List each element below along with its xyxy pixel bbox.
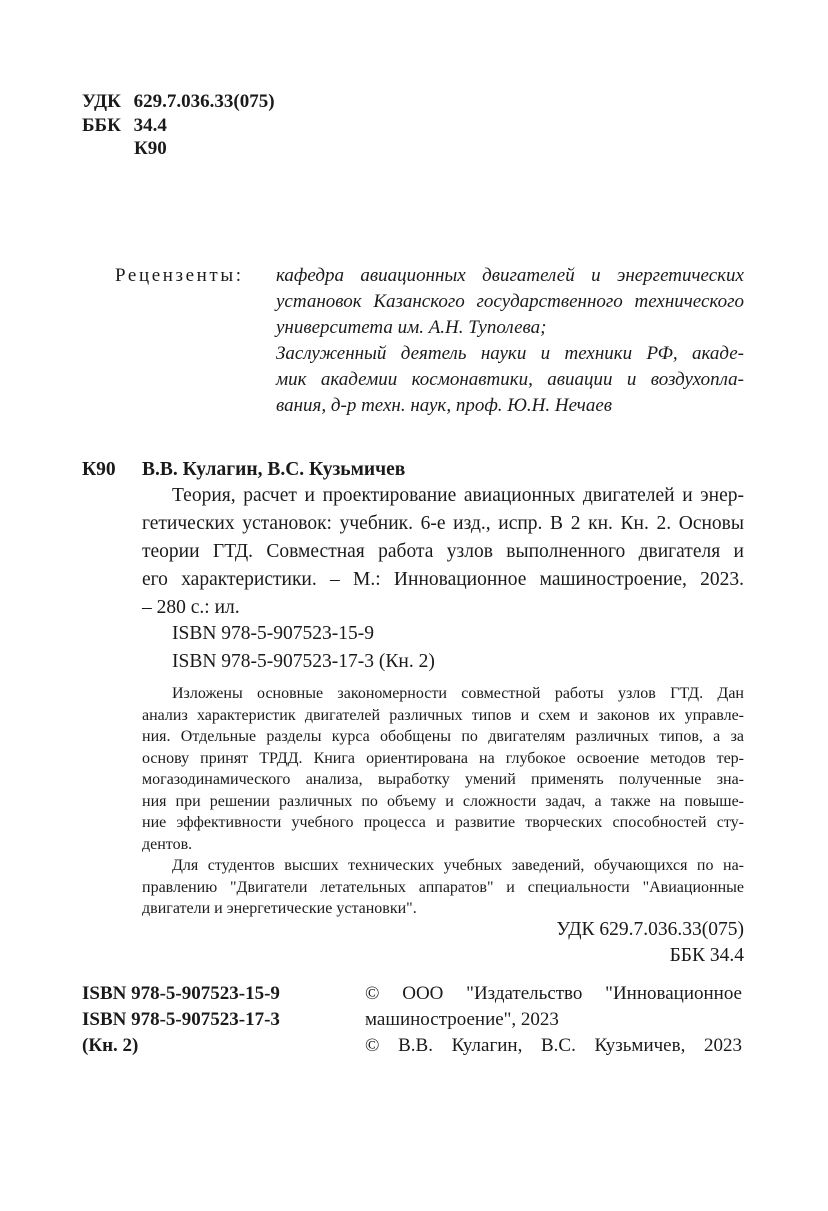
reviewers-line-4: Заслуженный деятель науки и техники РФ, акаде- <box>276 343 744 364</box>
title-line-5: – 280 с.: ил. <box>142 597 240 618</box>
bbk-line <box>82 114 167 137</box>
annotation-block <box>142 685 744 922</box>
reviewers-line-2: установок Казанского государственного технического <box>276 291 744 312</box>
udk-value: 629.7.036.33(075) <box>133 91 275 112</box>
annotation-p1-line-2: анализ характеристик двигателей различных типов и схем и законов их управле- <box>142 706 744 724</box>
annotation-p1-line-7: ние эффективности учебного процесса и развитие творческих способностей сту- <box>142 814 744 831</box>
footer-copyright-publisher <box>365 983 742 1061</box>
reviewers-line-5: мик академии космонавтики, авиации и воздухопла- <box>276 369 744 390</box>
reviewers-block <box>276 265 744 421</box>
reviewers-label: Рецензенты: <box>115 265 244 286</box>
annotation-p1-line-4: основу принят ТРДД. Книга ориентирована на глубокое освоение методов тер- <box>142 749 744 767</box>
record-mark: К90 <box>82 459 116 480</box>
footer-isbn-2: ISBN 978-5-907523-17-3 <box>82 1009 280 1030</box>
footer-isbn-1: ISBN 978-5-907523-15-9 <box>82 983 280 1004</box>
record-title-block <box>142 485 744 625</box>
annotation-bbk: ББК 34.4 <box>669 945 744 966</box>
annotation-p1-line-8: дентов. <box>142 835 193 853</box>
annotation-p2-line-1: Для студентов высших технических учебных заведений, обучающихся по на- <box>172 857 744 874</box>
annotation-p2-line-3: двигатели и энергетические установки". <box>142 900 417 917</box>
copyright-publisher-line-2: машиностроение", 2023 <box>365 1009 559 1030</box>
bbk-value: 34.4 <box>133 115 167 136</box>
annotation-p1-line-6: ния при решении различных по объему и сложности задач, а также на повыше- <box>142 792 744 810</box>
title-line-4: его характеристики. – М.: Инновационное машиностроение, 2023. <box>142 569 744 590</box>
bbk-label: ББК <box>82 115 121 136</box>
annotation-p2-line-2: правлению "Двигатели летательных аппаратов" и специальности "Авиационные <box>142 878 744 896</box>
title-line-2: гетических установок: учебник. 6-е изд., испр. В 2 кн. Кн. 2. Основы <box>142 513 744 534</box>
annotation-p1-line-3: ния. Отдельные разделы курса обобщены по двигателям различных типов, а за <box>142 728 744 745</box>
title-line-1: Теория, расчет и проектирование авиационных двигателей и энер- <box>172 485 744 506</box>
annotation-udk: УДК 629.7.036.33(075) <box>556 919 744 940</box>
annotation-p1-line-1: Изложены основные закономерности совместной работы узлов ГТД. Дан <box>172 685 744 702</box>
reviewers-line-3: университета им. А.Н. Туполева; <box>276 317 547 338</box>
udk-line <box>82 90 275 113</box>
author-mark-top: К90 <box>134 138 167 159</box>
annotation-p1-line-5: могазодинамического анализа, выработку умений применять полученные зна- <box>142 771 744 788</box>
reviewers-line-6: вания, д-р техн. наук, проф. Ю.Н. Нечаев <box>276 395 613 416</box>
record-isbn-2: ISBN 978-5-907523-17-3 (Кн. 2) <box>172 651 435 672</box>
copyright-publisher-line-1: © ООО "Издательство "Инновационное <box>365 983 742 1004</box>
record-authors: В.В. Кулагин, В.С. Кузьмичев <box>142 459 406 480</box>
copyright-authors: © В.В. Кулагин, В.С. Кузьмичев, 2023 <box>365 1035 742 1056</box>
title-line-3: теории ГТД. Совместная работа узлов выполненного двигателя и <box>142 541 744 562</box>
udk-label: УДК <box>82 91 121 112</box>
record-isbn-1: ISBN 978-5-907523-15-9 <box>172 623 375 644</box>
footer-book-number: (Кн. 2) <box>82 1035 139 1056</box>
reviewers-line-1: кафедра авиационных двигателей и энергетических <box>276 265 744 286</box>
